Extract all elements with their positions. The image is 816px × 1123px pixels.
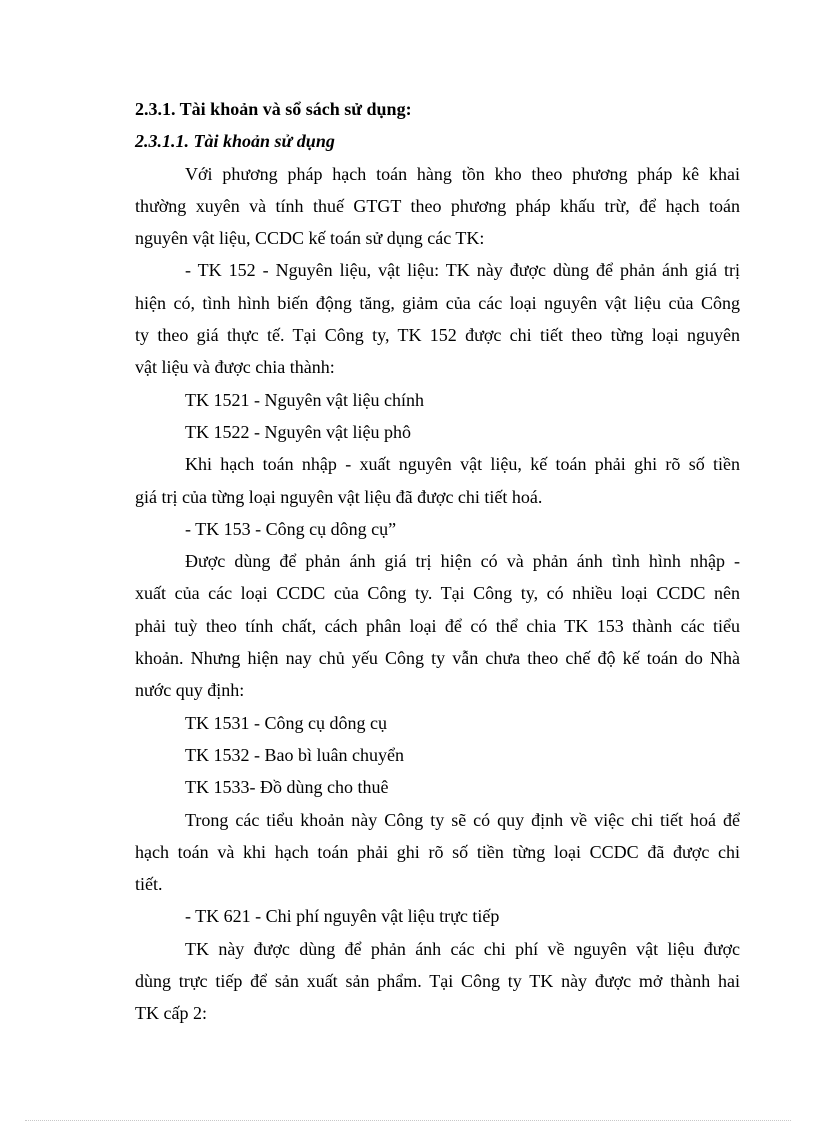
- text-line: khoản. Nhưng hiện nay chủ yếu Công ty vẫn chưa theo chế độ kế toán do Nhà: [135, 648, 740, 669]
- text-line: Với phương pháp hạch toán hàng tồn kho theo phương pháp kê khai: [185, 163, 740, 184]
- text-line: xuất của các loại CCDC của Công ty. Tại Công ty, có nhiều loại CCDC nên: [135, 583, 740, 604]
- text-line: nước quy định:: [135, 680, 245, 701]
- text-line: TK 1531 - Công cụ dông cụ: [185, 712, 387, 733]
- text-line: phải tuỳ theo tính chất, cách phân loại để có thể chia TK 153 thành các tiểu: [135, 615, 740, 636]
- text-line: - TK 152 - Nguyên liệu, vật liệu: TK này được dùng để phản ánh giá trị: [185, 260, 740, 281]
- text-line: Được dùng để phản ánh giá trị hiện có và phản ánh tình hình nhập -: [185, 551, 740, 572]
- text-line: Trong các tiểu khoản này Công ty sẽ có quy định về việc chi tiết hoá để: [185, 809, 740, 830]
- text-line: tiết.: [135, 874, 163, 895]
- text-line: hạch toán và khi hạch toán phải ghi rõ số tiền từng loại CCDC đã được chi: [135, 841, 740, 862]
- text-line: hiện có, tình hình biến động tăng, giảm của các loại nguyên vật liệu của Công: [135, 292, 740, 313]
- page-bottom-divider: [25, 1120, 791, 1121]
- subsection-heading: 2.3.1.1. Tài khoản sử dụng: [135, 131, 335, 152]
- text-line: TK 1532 - Bao bì luân chuyển: [185, 744, 404, 765]
- text-line: Khi hạch toán nhập - xuất nguyên vật liệu, kế toán phải ghi rõ số tiền: [185, 454, 740, 475]
- text-line: TK 1521 - Nguyên vật liệu chính: [185, 389, 424, 410]
- text-line: vật liệu và được chia thành:: [135, 357, 335, 378]
- text-line: ty theo giá thực tế. Tại Công ty, TK 152 được chi tiết theo từng loại nguyên: [135, 325, 740, 346]
- text-line: - TK 621 - Chi phí nguyên vật liệu trực tiếp: [185, 906, 500, 927]
- text-line: TK cấp 2:: [135, 1003, 207, 1024]
- document-page: [135, 93, 740, 1030]
- section-heading: 2.3.1. Tài khoản và sổ sách sử dụng:: [135, 99, 412, 119]
- text-line: TK 1533- Đồ dùng cho thuê: [185, 777, 389, 798]
- text-line: - TK 153 - Công cụ dông cụ”: [185, 518, 397, 539]
- text-line: dùng trực tiếp để sản xuất sản phẩm. Tại Công ty TK này được mở thành hai: [135, 971, 740, 992]
- text-line: TK 1522 - Nguyên vật liệu phô: [185, 421, 411, 442]
- text-line: giá trị của từng loại nguyên vật liệu đã được chi tiết hoá.: [135, 486, 543, 507]
- text-line: nguyên vật liệu, CCDC kế toán sử dụng các TK:: [135, 228, 485, 249]
- text-line: thường xuyên và tính thuế GTGT theo phương pháp khấu trừ, để hạch toán: [135, 195, 740, 216]
- text-line: TK này được dùng để phản ánh các chi phí về nguyên vật liệu được: [185, 938, 740, 959]
